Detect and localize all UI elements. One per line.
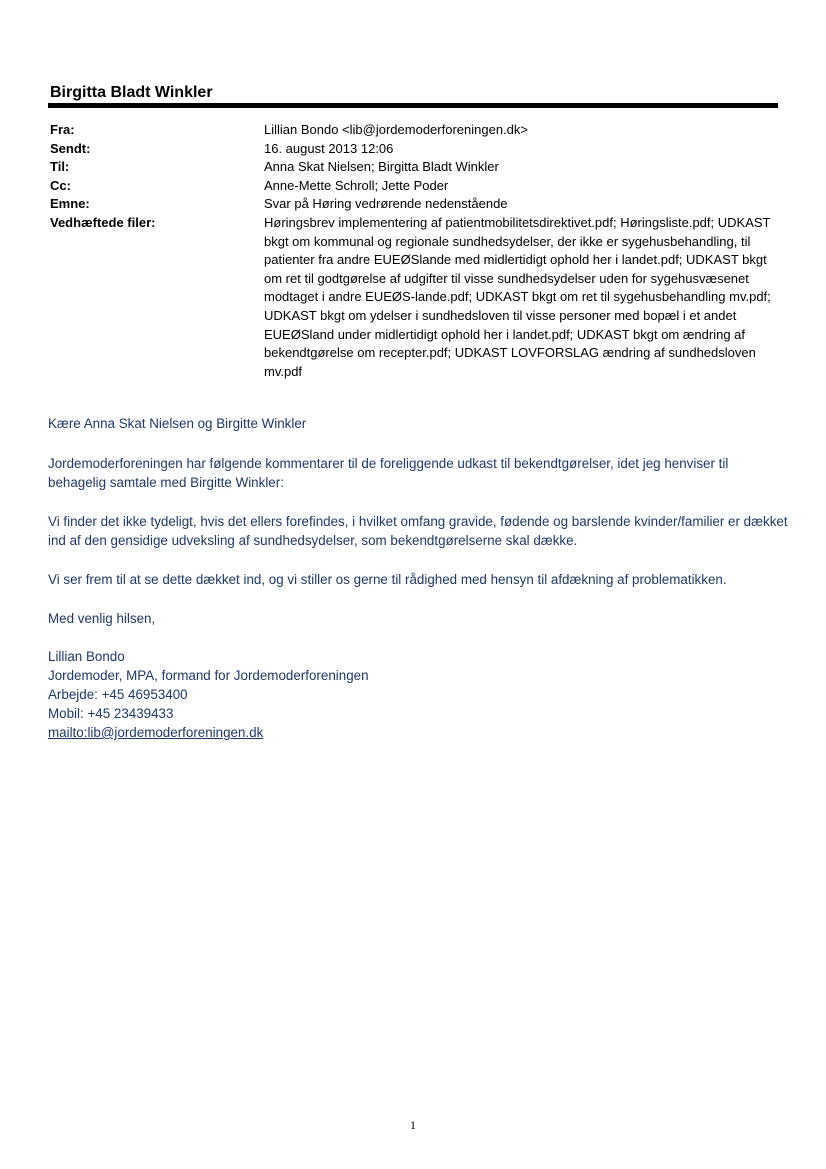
cc-label: Cc:	[50, 177, 71, 193]
header-row-subject	[50, 195, 778, 214]
cc-value: Anne-Mette Schroll; Jette Poder	[264, 177, 449, 193]
email-link[interactable]: mailto:lib@jordemoderforeningen.dk	[48, 725, 264, 740]
body-paragraph-2: Vi finder det ikke tydeligt, hvis det ellers forefindes, i hvilket omfang gravide, fødende og barslende kvinder/familier er dækket ind af den gensidige udveksling af sundhedsydelser, som bekendtgørelserne skal dække.	[48, 514, 788, 548]
greeting: Kære Anna Skat Nielsen og Birgitte Winkler	[48, 416, 307, 431]
sender-name: Birgitta Bladt Winkler	[50, 84, 213, 101]
sent-value: 16. august 2013 12:06	[264, 140, 394, 156]
header-row-sent	[50, 140, 778, 159]
subject-label: Emne:	[50, 196, 90, 212]
body-paragraph-3: Vi ser frem til at se dette dækket ind, og vi stiller os gerne til rådighed med hensyn til afdækning af problematikken.	[48, 572, 727, 587]
sent-label: Sendt:	[50, 140, 91, 156]
subject-value: Svar på Høring vedrørende nedenstående	[264, 196, 508, 212]
signature-work-phone: Arbejde: +45 46953400	[48, 687, 188, 702]
header-row-cc	[50, 177, 778, 196]
email-headers	[50, 121, 778, 381]
from-value: Lillian Bondo <lib@jordemoderforeningen.dk>	[264, 122, 528, 137]
signature-mobile: Mobil: +45 23439433	[48, 706, 174, 721]
header-row-to	[50, 158, 778, 177]
signature-title: Jordemoder, MPA, formand for Jordemoderforeningen	[48, 668, 369, 683]
body-paragraph-1: Jordemoderforeningen har følgende kommentarer til de foreliggende udkast til bekendtgørelser, idet jeg henviser til behagelig samtale med Birgitte Winkler:	[48, 456, 729, 490]
header-divider	[48, 103, 778, 108]
closing: Med venlig hilsen,	[48, 611, 156, 626]
to-label: Til:	[50, 159, 70, 175]
from-label: Fra:	[50, 122, 75, 137]
header-row-attachments	[50, 214, 778, 381]
signature-name: Lillian Bondo	[48, 649, 125, 664]
page-number: 1	[410, 1118, 416, 1132]
email-body	[48, 414, 788, 742]
to-value: Anna Skat Nielsen; Birgitta Bladt Winkler	[264, 159, 499, 175]
signature	[48, 647, 788, 742]
header-row-from	[50, 121, 778, 140]
attachments-label: Vedhæftede filer:	[50, 214, 156, 230]
attachments-value: Høringsbrev implementering af patientmobilitetsdirektivet.pdf; Høringsliste.pdf; UDKAST bkgt om kommunal og regionale sundhedsydelser, der ikke er sygehusbehandling, til patienter fra andre EUEØSlande med midlertidigt ophold her i landet.pdf; UDKAST bkgt om ret til godtgørelse af udgifter til visse sundhedsydelser uden for sygehusvæsenet modtaget i andre EUEØS-lande.pdf; UDKAST bkgt om ret til sygehusbehandling mv.pdf; UDKAST bkgt om ydelser i sundhedsloven til visse personer med bopæl i et andet EUEØSland under midlertidigt ophold her i landet.pdf; UDKAST bkgt om ændring af bekendtgørelse om recepter.pdf; UDKAST LOVFORSLAG ændring af sundhedsloven mv.pdf	[264, 214, 771, 379]
